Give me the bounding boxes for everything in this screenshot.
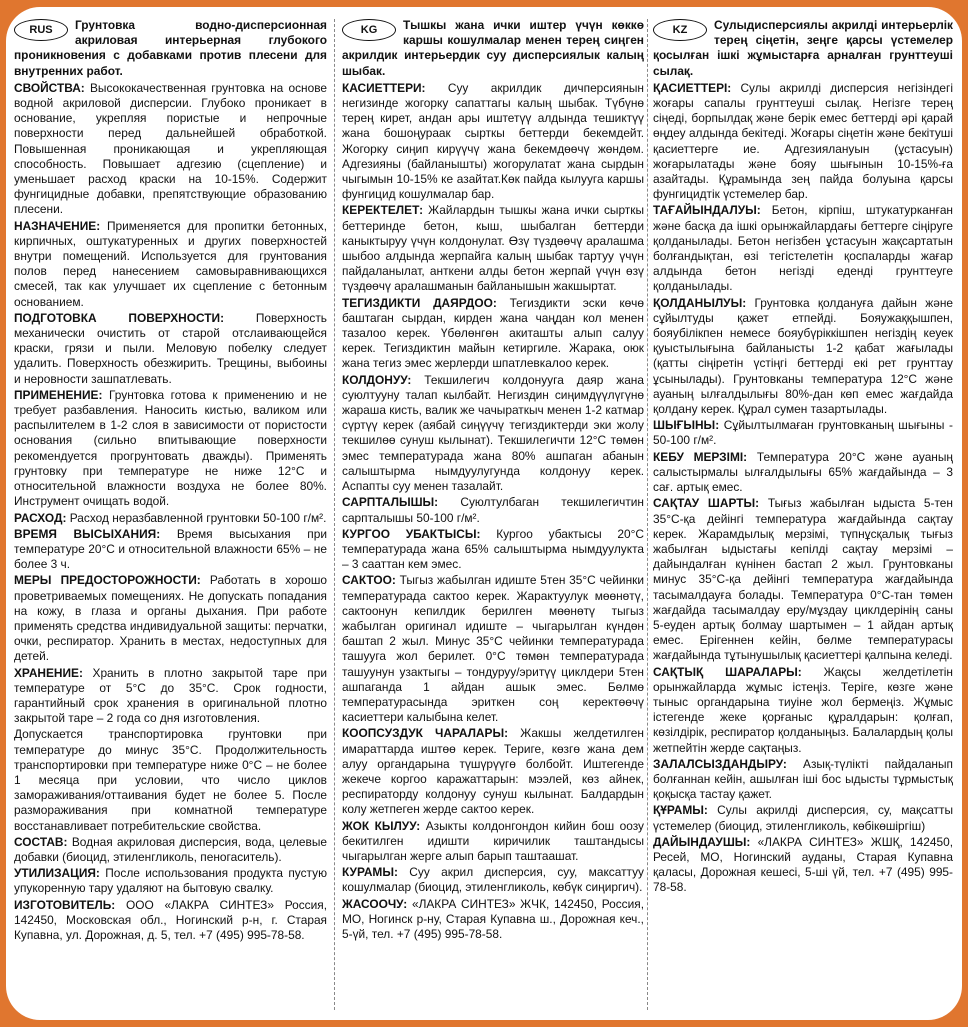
section-paragraph [14,898,327,944]
section-paragraph [342,203,644,294]
section-text: Применяется для пропитки бетонных, кирпичных, оштукатуренных и других поверхностей внутри помещений. Используется для грунтования полов перед нанесением самовыравнивающихся смесей, так как улучшает их сцепление с бетонным основанием. [14,218,327,309]
section-term: СВОЙСТВА: [14,80,85,95]
section-term: УТИЛИЗАЦИЯ: [14,866,100,881]
section-term: ИЗГОТОВИТЕЛЬ: [14,897,116,912]
label-panel [6,7,962,1020]
column-divider [334,19,335,1010]
section-paragraph [653,450,953,496]
section-term: КООПСУЗДУК ЧАРАЛАРЫ: [342,726,509,741]
section-term: КУРГОО УБАКТЫСЫ: [342,526,481,541]
section-paragraph [653,665,953,756]
language-badge-rus: RUS [14,19,68,41]
section-paragraph [653,203,953,294]
section-paragraph [653,81,953,203]
section-text: Водная акриловая дисперсия, вода, целевые добавки (биоцид, этиленгликоль, пеногаситель). [14,834,327,864]
column-kz [653,18,953,1012]
section-term: ТАҒАЙЫНДАЛУЫ: [653,203,761,218]
section-text: Суу акрил дисперсия, суу, максаттуу кошулмалар (биоцид, этиленгликоль, көбүк сиңиргич). [342,865,644,895]
section-paragraph [342,726,644,817]
sections-kz [653,81,953,896]
section-paragraph [653,757,953,803]
section-text: Грунтовка готова к применению и не требует разбавления. Наносить кистью, валиком или распылителем в 1-2 слоя в зависимости от пористости основания (сильно впитывающие поверхности рекомендуется прогрунтовать дважды). Применять грунтовку при температуре не ниже 12°С и относительной влажности воздуха не более 80%. Инструмент очищать водой. [14,387,327,509]
sections-kg [342,81,644,942]
section-paragraph [14,573,327,664]
section-paragraph [342,865,644,895]
section-term: ЖОК КЫЛУУ: [342,818,421,833]
section-text: Время высыхания при температуре 20°С и относительной влажности 65% – не более 3 ч. [14,526,327,572]
sections-rus [14,81,327,943]
section-paragraph [14,388,327,510]
section-paragraph [342,573,644,725]
column-kg [342,18,644,1012]
section-paragraph [14,511,327,526]
section-text: Жакшы желдетилген имараттарда иштөө керек. Териге, көзгө жана дем алуу органдарына түшүрүүгө болбойт. Иштегенде жекече коргоо каражаттарын: мээлей, көз айнек, респираторду колдонуу сунуш кылынат. Балдардын колу жетпеген жерде сактоо керек. [342,726,644,817]
section-term: САКТОО: [342,573,396,588]
section-text: Хранить в плотно закрытой таре при температуре от 5°С до 35°С. Срок годности, гарантийный срок хранения в оригинальной плотно закрытой таре – 2 года со дня изготовления. [14,665,327,726]
section-term: КАСИЕТТЕРИ: [342,80,426,95]
section-text: Допускается транспортировка грунтовки при температуре до минус 35°С. Продолжительность транспортировки при температуре ниже 0°С – не более 1 месяца при условии, что число циклов замораживания/оттаивания будет не более 5. После размораживания при комнатной температуре восстанавливает потребительские свойства. [14,727,327,833]
section-term: РАСХОД: [14,510,67,525]
section-text: Высококачественная грунтовка на основе водной акриловой дисперсии. Глубоко проникает в основание, укрепляя пористые и непрочные поверхности перед дальнейшей обработкой. Повышенная проникающая и укрепляющая способность. Повышает адгезию (сцепление) и уменьшает расход краски на 10-15%. Содержит фунгицидные добавки, препятствующие образованию плесени. [14,80,327,217]
section-text: Сұйылтылмаған грунтовканың шығыны - 50-100 г/м². [653,418,953,448]
section-text: Сулы акрилді дисперсия негізіндегі жоғары сапалы грунттеуші сылақ. Негізге терең сіңеді, борпылдақ және берік емес беттерді әрі қарай өңдеу алдында бекітеді. Жоғары сіңетін және бекітуші қасиеттерге ие. Адгезиялануын (ұстасуын) жоғарылатады және бояу шығынын 10-15%-ға азайтады. Құрамында зең пайда болуына қарсы фунгицидтік үстемелер бар. [653,80,953,202]
section-term: ПОДГОТОВКА ПОВЕРХНОСТИ: [14,310,225,325]
section-paragraph [14,311,327,387]
language-badge-kg: KG [342,19,396,41]
section-text: ООО «ЛАКРА СИНТЕЗ» Россия, 142450, Московская обл., Ногинский р-н, г. Старая Купавна, ул. Дорожная, д. 5, тел. +7 (495) 995-78-58. [14,897,327,942]
section-term: ҚОЛДАНЫЛУЫ: [653,295,747,310]
section-text: «ЛАКРА СИНТЕЗ» ЖЧК, 142450, Россия, МО, Ногинск р-ну, Старая Купавна ш., Дорожная кеч., 5-үй, тел. +7 (495) 995-78-58. [342,896,644,941]
title-text: Тышкы жана ички иштер үчүн көккө каршы кошулмалар менен терең сиңген акрилдик интерьердик суу дисперсиялык калың шыбак. [342,18,644,78]
section-paragraph [653,296,953,418]
section-paragraph [653,496,953,663]
section-term: КЕРЕКТЕЛЕТ: [342,203,424,218]
section-paragraph [653,803,953,833]
section-term: ЗАЛАЛСЫЗДАНДЫРУ: [653,756,787,771]
section-text: Жақсы желдетілетін орынжайларда жұмыс істеңіз. Теріге, көзге және тыныс органдарына тиуіне жол бермеңіз. Жұмыс істегенде жеке қорғаныс құралдарын: қолғап, көзілдірік, респиратор қолданыңыз. Балалардың қолы жетпейтін жерде сақтаңыз. [653,664,953,755]
section-paragraph [14,219,327,310]
section-paragraph [14,835,327,865]
section-paragraph [14,866,327,896]
section-text: Кургоо убактысы 20°С температурада жана 65% салыштырма нымдуулукта – 3 сааттан кем эмес. [342,526,644,572]
section-paragraph [653,835,953,896]
section-term: КЕБУ МЕРЗІМІ: [653,449,748,464]
section-text: Грунтовка қолдануға дайын және сұйылтуды қажет етпейді. Бояужаққышпен, бояубілікпен немесе бояубүріккішпен негіздің кеуек қуыстылығына байланысты 1-2 қабат жағылады (қатты сіңіретін үстіңгі беттерді екі рет грунттау ұсынылады). Грунтовканы температура 12°С және ауаның ылғалдылығы 80%-дан көп емес жағдайда қолдану керек. Құрал сумен тазартылады. [653,295,953,417]
section-term: ҚҰРАМЫ: [653,803,708,818]
section-term: САРПТАЛЫШЫ: [342,495,439,510]
section-text: Жайлардын тышкы жана ички сырткы беттеринде бетон, кыш, шыбалган беттерди каныктыруу үчүн колдонулат. Өзү түздөөчү аралашма шыбоо алдында жерпайга калың шыбак тартуу үчүн пайдаланылат, анткени алды бетон жерпай үчүн өзү түздөөчү аралашманын байланышын жакшыртат. [342,203,644,294]
title-kg [342,18,644,79]
section-paragraph [342,81,644,203]
title-rus [14,18,327,79]
section-text: Азыкты колдонгондон кийин бош оозу бекитилген идишти киричилик таштандысы чыгарылган жерге алып барып таштаашат. [342,818,644,863]
section-text: Тыгыз жабылган идиште 5тен 35°С чейинки температурада сактоо керек. Жарактуулук мөөнөтү, сактоонун кепилдик берилген мөөнөтү тыгыз жабылган оригинал идиште – чыгарылган күндөн баштап 2 жыл. Минус 35°С чейинки температурада ташууга жол берилет. 0°С төмөн температурада ташуунун узактыгы – тондуруу/эритүү циклдери 5тен ашпаганда 1 айдан ашык эмес. Бөлмө температурасында эриткен соң керектөөчү касиеттери калыбына келет. [342,573,644,725]
section-paragraph [14,727,327,833]
section-term: ВРЕМЯ ВЫСЫХАНИЯ: [14,526,161,541]
section-paragraph [342,296,644,372]
section-term: ПРИМЕНЕНИЕ: [14,387,103,402]
section-paragraph [342,819,644,865]
section-term: ҚАСИЕТТЕРІ: [653,80,732,95]
section-term: ТЕГИЗДИКТИ ДАЯРДОО: [342,295,497,310]
section-paragraph [14,527,327,573]
section-term: ХРАНЕНИЕ: [14,665,83,680]
section-term: ШЫҒЫНЫ: [653,418,720,433]
section-term: ЖАСООЧУ: [342,896,408,911]
section-term: МЕРЫ ПРЕДОСТОРОЖНОСТИ: [14,573,201,588]
section-text: После использования продукта пустую упукоренную тару удаляют на бытовую свалку. [14,866,327,896]
section-text: Температура 20°С және ауаның салыстырмалы ылғалдылығы 65% жағдайында – 3 сағ. артық емес. [653,449,953,495]
section-text: Тегиздикти эски көчө баштаган сырдан, кирден жана чаңдан кол менен тазалоо керек. Үбөлөнгөн акиташты алып салуу керек. Тегиздиктин майын кетиргиле. Жарака, оюк жана тегиз эмес жерлерди шпатлевкалоо керек. [342,295,644,371]
section-paragraph [342,495,644,525]
section-term: САҚТЫҚ ШАРАЛАРЫ: [653,664,802,679]
section-term: КОЛДОНУУ: [342,372,412,387]
section-text: Тығыз жабылған ыдыста 5-тен 35°С-қа дейінгі температура жағдайында сақтау керек. Жарамдылық мерзімі, түпнұсқалық тығыз жабылған ыдыстағы кепілді сақтау мерзімі – дайындалған күнінен бастап 2 жыл. Грунтовканы минус 35°С-қа дейінгі температура жағдайында тасымалдауға болады. Температура 0°С-тан төмен жағдайда тасымалдау еру/мұздау циклдерінің саны 5-еуден артық болмау шартымен – 1 айдан артық емес. Ерігеннен кейін, бөлме температурасы жағдайында тұтынушылық қасиеттері қалпына келеді. [653,496,953,663]
section-term: КУРАМЫ: [342,865,398,880]
language-badge-kz: KZ [653,19,707,41]
section-text: «ЛАКРА СИНТЕЗ» ЖШҚ, 142450, Ресей, МО, Ногинский ауданы, Старая Купавна қаласы, Дорожная кешесі, 5-ші үй, тел. +7 (495) 995-78-58. [653,834,953,895]
section-term: САҚТАУ ШАРТЫ: [653,496,760,511]
column-rus [14,18,327,1012]
section-text: Поверхность механически очистить от старой отслаивающейся краски, грязи и пыли. Меловую побелку следует удалить. Поверхность обезжирить. Трещины, выбоины и неровности зашпатлевать. [14,310,327,386]
section-text: Расход неразбавленной грунтовки 50-100 г/м². [66,510,327,525]
section-term: НАЗНАЧЕНИЕ: [14,218,101,233]
section-text: Работать в хорошо проветриваемых помещениях. Не допускать попадания на кожу, в глаза и органы дыхания. При работе применять средства индивидуальной защиты: перчатки, очки, респиратор. Хранить в местах, недоступных для детей. [14,573,327,664]
section-paragraph [342,373,644,495]
section-text: Сулы акрилді дисперсия, су, мақсатты үстемелер (биоцид, этиленгликоль, көбікөшіргіш) [653,803,953,833]
section-text: Суюлтулбаган текшилегичтин сарпталышы 50-100 г/м². [342,495,644,525]
title-kz [653,18,953,79]
title-text: Сулыдисперсиялы акрилді интерьерлік терең сіңетін, зеңге қарсы үстемелер қосылған ішкі жұмыстарға арналған грунттеуші сылақ. [653,18,953,78]
section-paragraph [653,418,953,448]
section-paragraph [342,897,644,943]
section-paragraph [342,527,644,573]
section-text: Текшилегич колдонууга даяр жана суюлтууну талап кылбайт. Негиздин сиңимдүүлүгүнө жараша кисть, валик же чачыраткыч менен 1-2 катмар сүртүү керек (аябай сиңүүчү тегиздиктерди эки жолу текшилөө сунуш кылынат). Текшилегичти 12°С төмөн эмес температурада жана 80% ашпаган абанын салыштырма нымдуулугунда колдонуу керек. Аспапты суу менен тазалайт. [342,372,644,494]
section-text: Суу акрилдик дичперсиянын негизинде жогорку сапаттагы калың шыбак. Түбүнө терең кирет, андан ары иштетүү алдында тешиктүү жана бошоңураак сырткы беттерди бекемдейт. Жогорку сиңип кирүүчү жана бекемдөөчү жөндөм. Адгезияны (байланышты) жогорулатат жана сырдын чыгымын 10-15% ке азайтат.Көк пайда кылууга каршы фунгицид кошулмалар бар. [342,80,644,202]
section-term: ДАЙЫНДАУШЫ: [653,834,751,849]
section-text: Бетон, кірпіш, штукатурканған және басқа да ішкі орынжайлардағы беттерге сіңіруге қолданылады. Бетон негізбен ұстасуын жақсартатын болғандықтан, өзі тегістелетін қоспаларды жағар алдында бетон негізді едендi грунттеуге қолданылады. [653,203,953,294]
section-text: Азық-түлікті пайдаланып болғаннан кейін, ашылған іші бос ыдысты тұрмыстық қоқысқа тастау қажет. [653,756,953,802]
column-divider [647,19,648,1010]
title-text: Грунтовка водно-дисперсионная акриловая интерьерная глубокого проникновения с добавками против плесени для внутренних работ. [14,18,327,78]
section-term: СОСТАВ: [14,834,68,849]
section-paragraph [14,81,327,218]
section-paragraph [14,666,327,727]
